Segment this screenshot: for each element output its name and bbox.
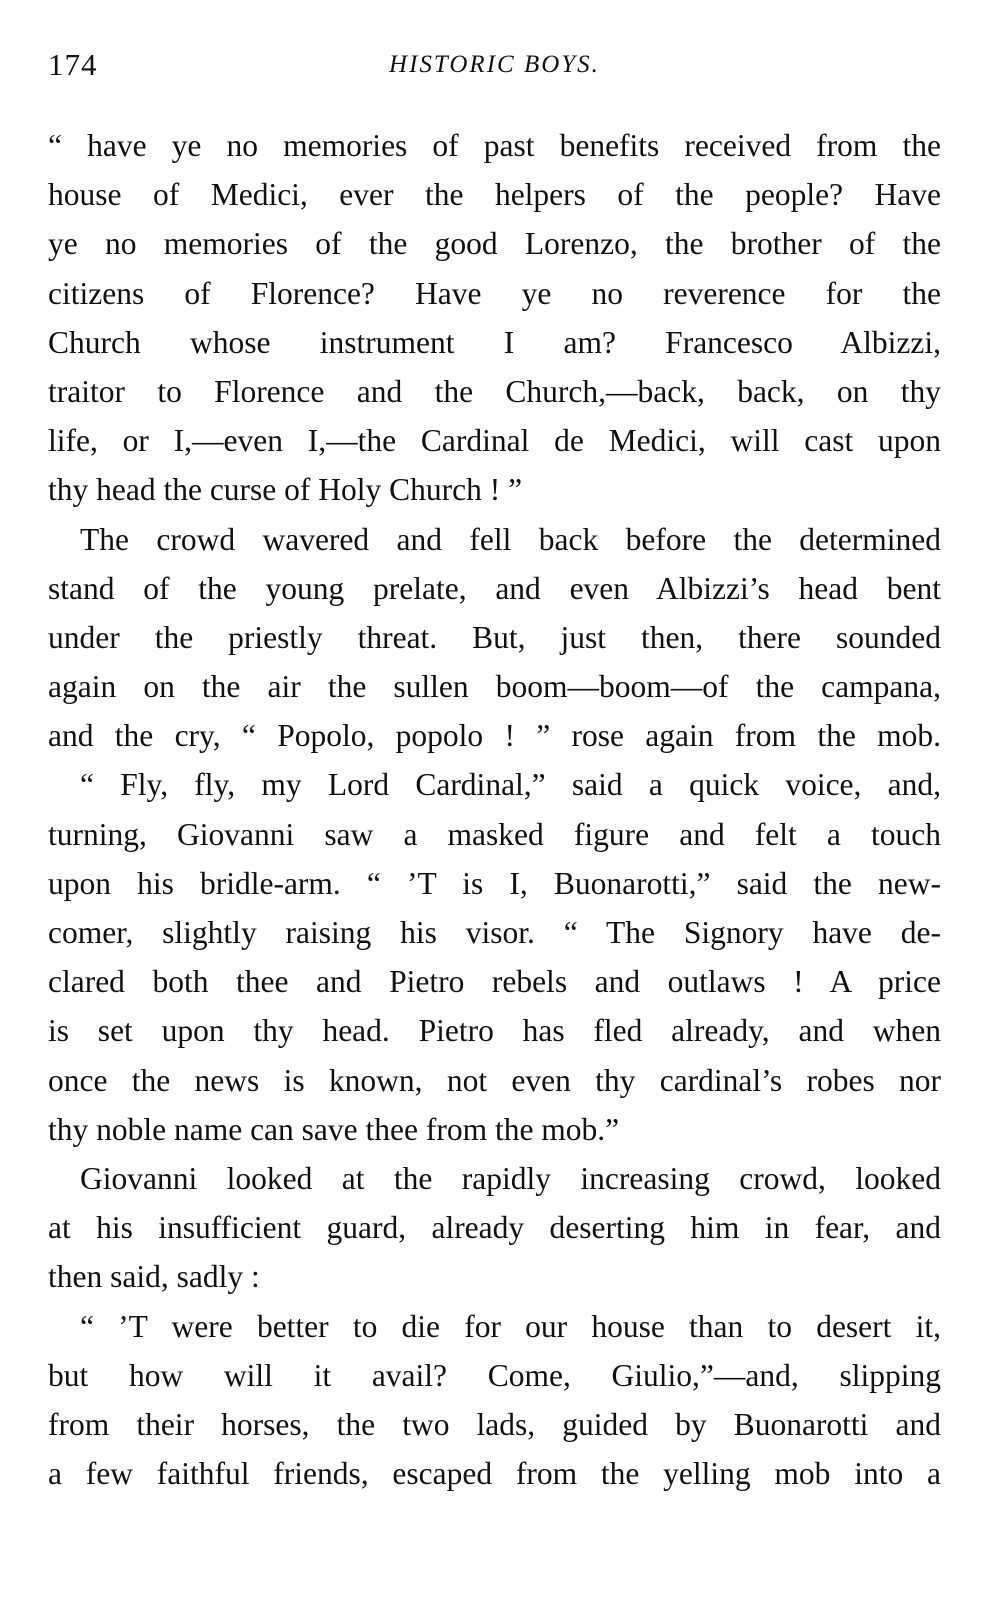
- text-line: again on the air the sullen boom—boom—of the campana,: [48, 669, 941, 705]
- text-line: upon his bridle-arm. “ ’T is I, Buonarotti,” said the new-: [48, 865, 941, 901]
- running-title: HISTORIC BOYS.: [389, 51, 600, 78]
- text-line: thy head the curse of Holy Church ! ”: [48, 472, 523, 508]
- text-line: under the priestly threat. But, just then, there sounded: [48, 619, 941, 655]
- text-line: life, or I,—even I,—the Cardinal de Medici, will cast upon: [48, 423, 941, 459]
- text-line: traitor to Florence and the Church,—back, back, on thy: [48, 373, 941, 409]
- page-header: [48, 47, 941, 87]
- text-line: “ ’T were better to die for our house than to desert it,: [80, 1308, 941, 1344]
- text-line: Giovanni looked at the rapidly increasing crowd, looked: [80, 1160, 941, 1196]
- text-line: at his insufficient guard, already deserting him in fear, and: [48, 1210, 941, 1246]
- body-text: [48, 121, 941, 1498]
- text-line: thy noble name can save thee from the mob.”: [48, 1111, 620, 1147]
- text-line: then said, sadly :: [48, 1259, 260, 1295]
- text-line: is set upon thy head. Pietro has fled already, and when: [48, 1013, 941, 1049]
- text-line: “ Fly, fly, my Lord Cardinal,” said a quick voice, and,: [80, 767, 941, 803]
- text-line: turning, Giovanni saw a masked figure and felt a touch: [48, 816, 941, 852]
- text-line: but how will it avail? Come, Giulio,”—and, slipping: [48, 1357, 941, 1393]
- text-line: house of Medici, ever the helpers of the people? Have: [48, 177, 941, 213]
- text-line: Church whose instrument I am? Francesco Albizzi,: [48, 324, 941, 360]
- text-line: comer, slightly raising his visor. “ The Signory have de-: [48, 915, 941, 950]
- text-line: and the cry, “ Popolo, popolo ! ” rose again from the mob.: [48, 718, 941, 754]
- text-line: stand of the young prelate, and even Albizzi’s head bent: [48, 570, 941, 606]
- page-number: 174: [48, 47, 98, 82]
- text-line: “ have ye no memories of past benefits received from the: [48, 128, 941, 163]
- text-line: citizens of Florence? Have ye no reverence for the: [48, 275, 941, 311]
- text-line: ye no memories of the good Lorenzo, the brother of the: [48, 226, 941, 262]
- text-line: The crowd wavered and fell back before the determined: [80, 521, 941, 557]
- text-line: clared both thee and Pietro rebels and outlaws ! A price: [48, 964, 941, 1000]
- text-line: from their horses, the two lads, guided by Buonarotti and: [48, 1406, 941, 1442]
- text-line: once the news is known, not even thy cardinal’s robes nor: [48, 1062, 941, 1098]
- text-line: a few faithful friends, escaped from the yelling mob into a: [48, 1456, 941, 1492]
